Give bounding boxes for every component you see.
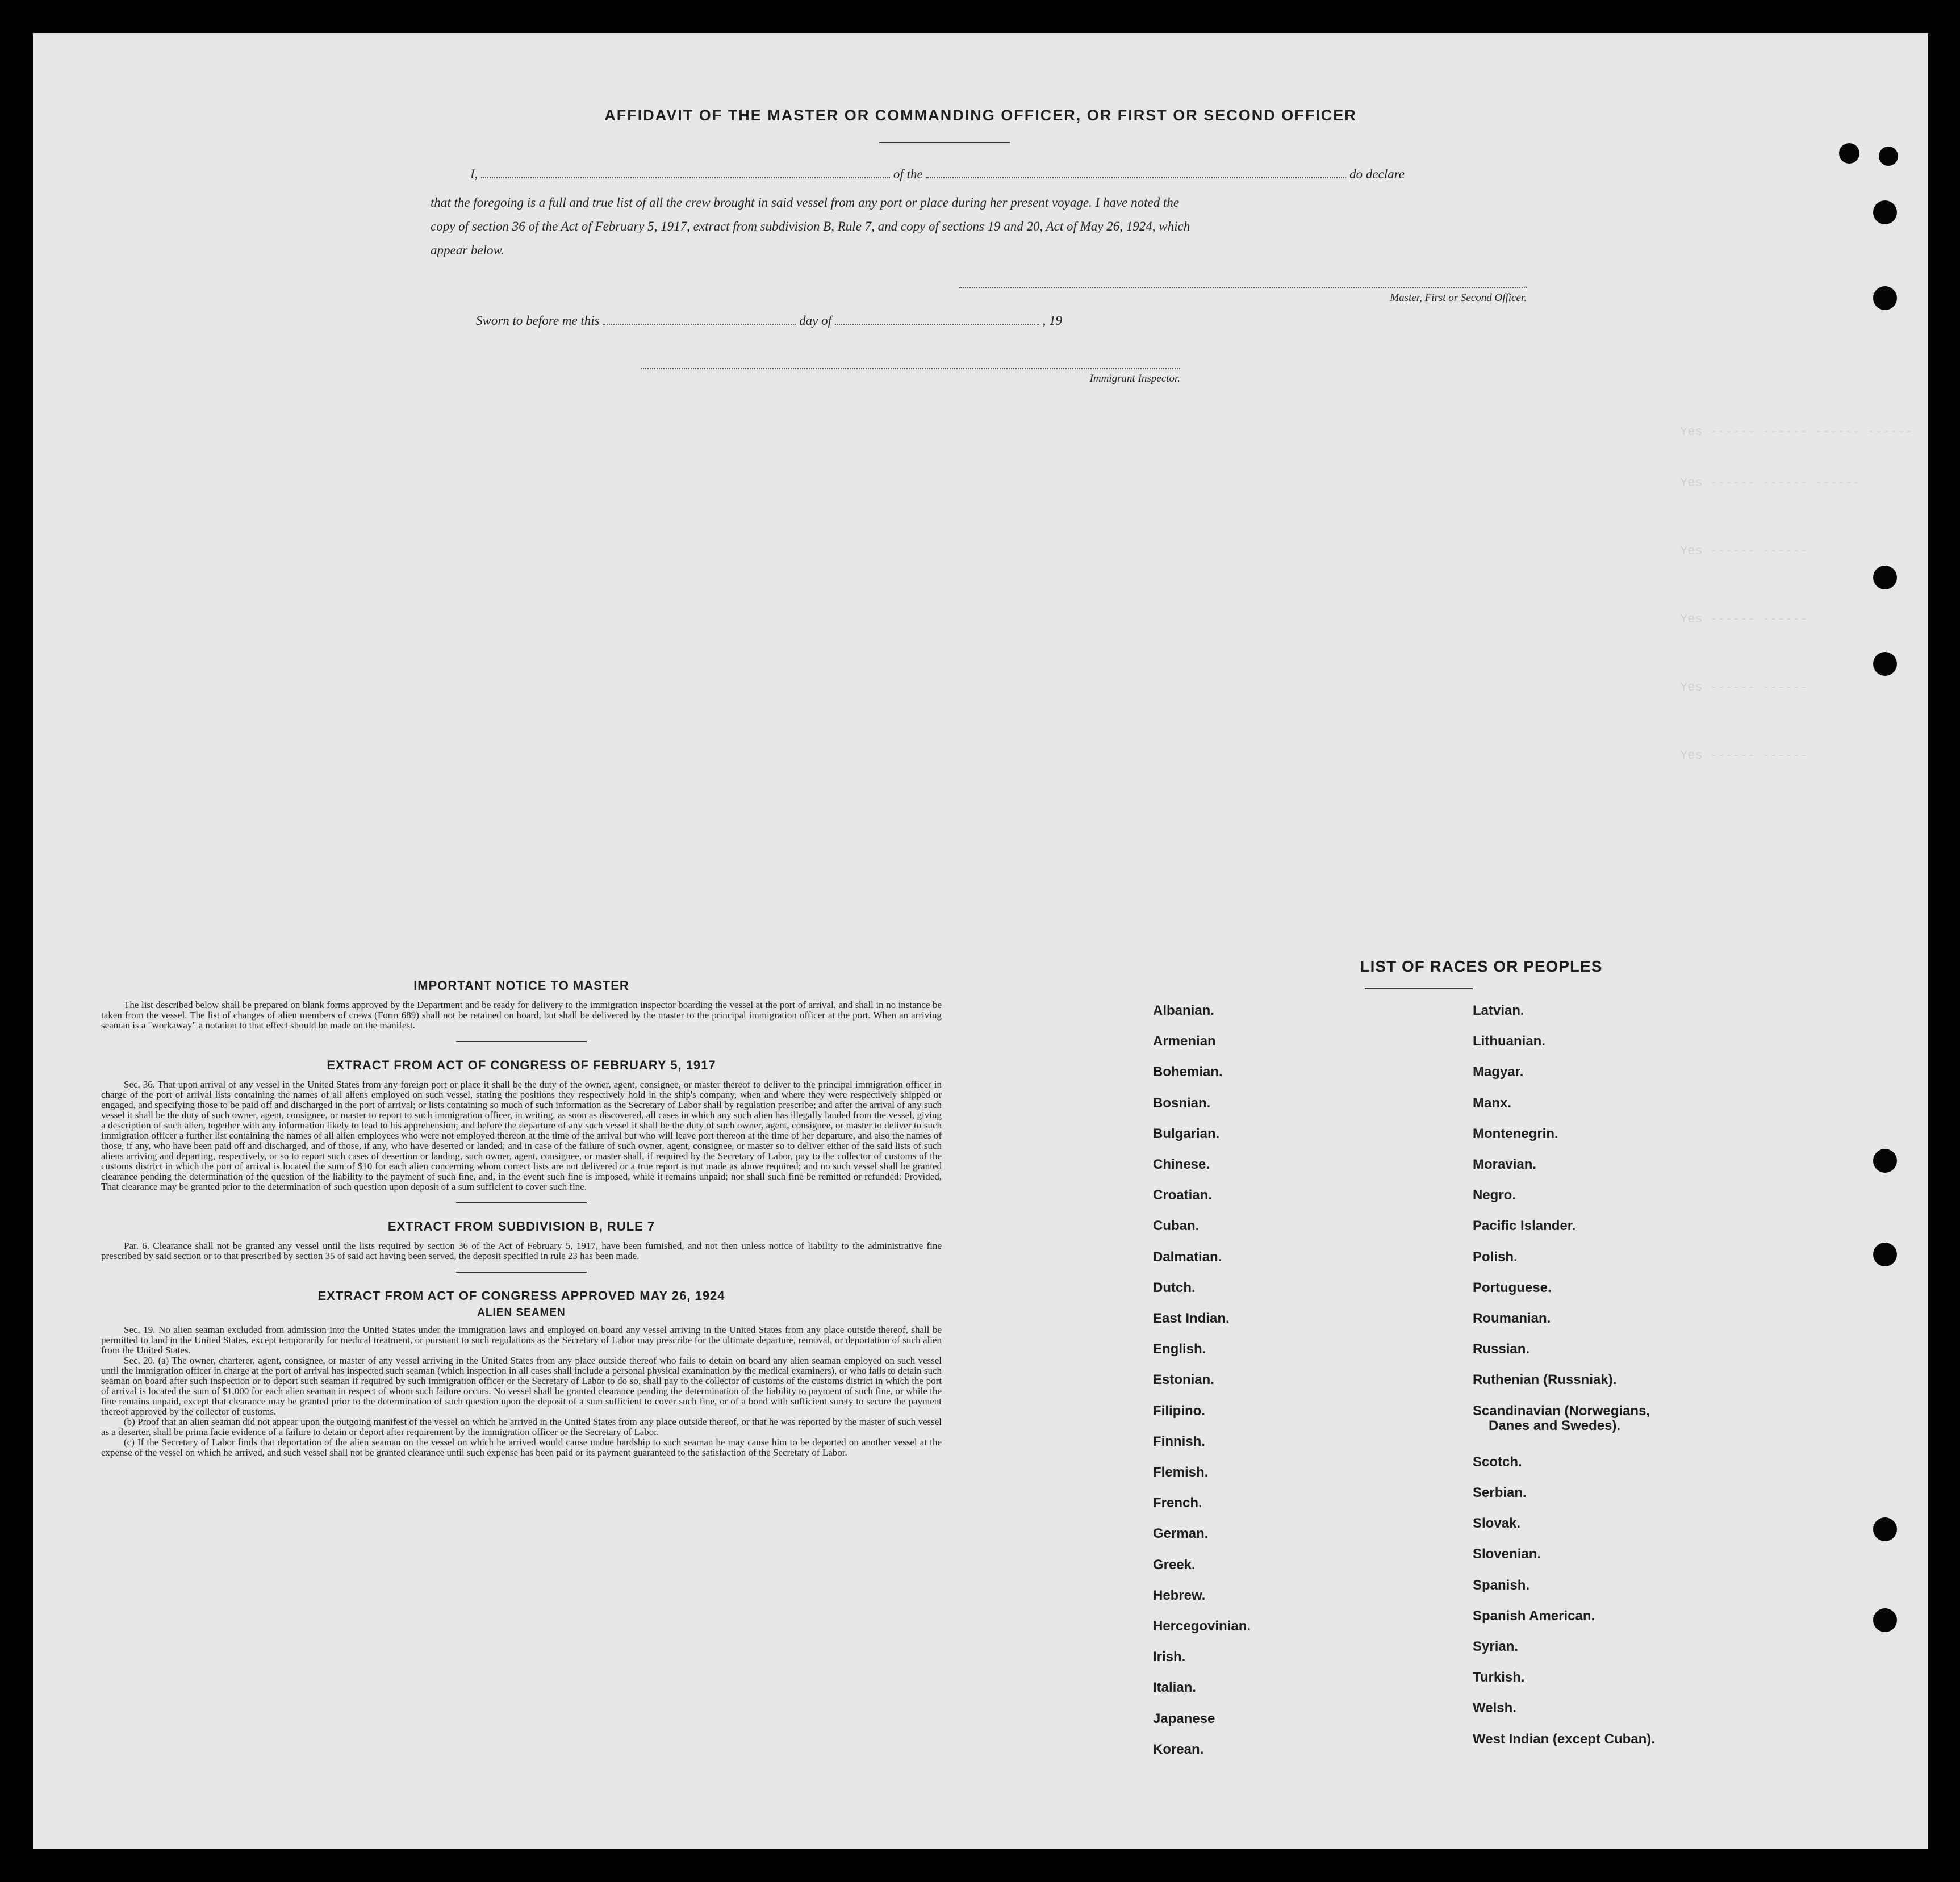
race-item: Ruthenian (Russniak). (1473, 1372, 1617, 1387)
race-item: English. (1153, 1341, 1206, 1357)
race-item: Albanian. (1153, 1003, 1215, 1018)
legal-column (101, 978, 942, 1458)
race-item: Polish. (1473, 1249, 1518, 1265)
race-item: German. (1153, 1526, 1209, 1541)
race-item: Montenegrin. (1473, 1126, 1558, 1141)
race-item: Dalmatian. (1153, 1249, 1222, 1265)
race-item: Moravian. (1473, 1157, 1537, 1172)
sec20b-text: (b) Proof that an alien seaman did not appear upon the outgoing manifest of the vessel on which he arrived in the United States from any place outside thereof, or that he was reported by the master of such vessel as a deserter, shall be prima facie evidence of a failure to detain or deport after requirement by the immigration officer or the Secretary of Labor. (101, 1416, 942, 1437)
race-item: Serbian. (1473, 1485, 1527, 1500)
i-label: I, (470, 167, 478, 181)
race-item: Slovenian. (1473, 1546, 1541, 1562)
race-item: Hercegovinian. (1153, 1618, 1251, 1634)
divider (456, 1202, 587, 1203)
race-item: Magyar. (1473, 1064, 1524, 1080)
race-item: Negro. (1473, 1187, 1516, 1203)
race-item: Bosnian. (1153, 1095, 1211, 1111)
affidavit-body-line-3: appear below. (431, 243, 504, 257)
race-item: Japanese (1153, 1711, 1215, 1726)
race-item: Italian. (1153, 1680, 1197, 1695)
punch-hole (1873, 1608, 1897, 1632)
race-item: Pacific Islander. (1473, 1218, 1576, 1233)
race-item: Irish. (1153, 1649, 1186, 1664)
race-item: Roumanian. (1473, 1311, 1551, 1326)
race-item: Manx. (1473, 1095, 1512, 1111)
punch-hole (1873, 1149, 1897, 1173)
race-item: Bulgarian. (1153, 1126, 1220, 1141)
of-the-label: of the (893, 167, 923, 181)
race-item: Slovak. (1473, 1516, 1521, 1531)
race-item: Finnish. (1153, 1434, 1205, 1449)
race-item: Hebrew. (1153, 1588, 1206, 1603)
race-item: French. (1153, 1495, 1202, 1511)
race-item: Greek. (1153, 1557, 1196, 1572)
race-item: Scotch. (1473, 1454, 1522, 1470)
notice-title: IMPORTANT NOTICE TO MASTER (413, 978, 629, 993)
race-item: Spanish. (1473, 1578, 1530, 1593)
punch-hole (1879, 147, 1898, 166)
extract-1924-subtitle: ALIEN SEAMEN (477, 1307, 566, 1319)
do-declare-label: do declare (1349, 167, 1405, 181)
race-item: Portuguese. (1473, 1280, 1552, 1295)
race-item: West Indian (except Cuban). (1473, 1732, 1655, 1747)
race-item: Armenian (1153, 1034, 1216, 1049)
punch-hole (1839, 143, 1859, 164)
year-prefix: , 19 (1042, 313, 1062, 328)
punch-hole (1873, 566, 1897, 589)
race-item: Danes and Swedes). (1489, 1418, 1621, 1433)
race-item: Lithuanian. (1473, 1034, 1545, 1049)
extract-1924-title: EXTRACT FROM ACT OF CONGRESS APPROVED MAY 26, 1924 (317, 1289, 725, 1303)
sworn-month-field[interactable] (835, 321, 1039, 325)
race-item: Syrian. (1473, 1639, 1519, 1654)
race-item: Russian. (1473, 1341, 1530, 1357)
race-item: Spanish American. (1473, 1608, 1595, 1624)
sworn-day-field[interactable] (603, 321, 796, 325)
race-item: Turkish. (1473, 1670, 1525, 1685)
extract-rule7-text: Par. 6. Clearance shall not be granted any vessel until the lists required by section 36 of the Act of February 5, 1917, have been furnished, and not then unless notice of liability to the administrative fine prescribed by said section or to that prescribed by section 35 of said act having been served, the deposit specified in rule 23 has been made. (101, 1240, 942, 1261)
inspector-signature-line[interactable] (641, 368, 1180, 369)
sworn-line (476, 313, 1062, 328)
races-divider (1365, 988, 1473, 989)
declarant-line (470, 167, 1405, 182)
title-divider (879, 142, 1010, 143)
race-item: Latvian. (1473, 1003, 1524, 1018)
punch-hole (1873, 652, 1897, 676)
punch-hole (1873, 1243, 1897, 1266)
day-of-label: day of (799, 313, 831, 328)
race-item: Flemish. (1153, 1465, 1209, 1480)
punch-hole (1873, 200, 1897, 224)
sec20c-text: (c) If the Secretary of Labor finds that deportation of the alien seaman on the vessel on which he arrived would cause undue hardship to such seaman he may cause him to be deported on another vessel at the expense of the vessel on which he arrived, and such vessel shall not be granted clearance until such expense has been paid or its payment guaranteed to the satisfaction of the Secretary of Labor. (101, 1437, 942, 1458)
race-item: Welsh. (1473, 1700, 1516, 1716)
affidavit-body-line-2: copy of section 36 of the Act of February 5, 1917, extract from subdivision B, Rule 7, and copy of sections 19 and 20, Act of May 26, 1924, which (431, 219, 1190, 233)
affidavit-body (431, 191, 1527, 262)
race-item: Chinese. (1153, 1157, 1210, 1172)
punch-hole (1873, 1517, 1897, 1541)
name-field[interactable] (481, 175, 890, 178)
signature-caption: Master, First or Second Officer. (1390, 292, 1527, 304)
extract-1917-title: EXTRACT FROM ACT OF CONGRESS OF FEBRUARY 5, 1917 (327, 1058, 716, 1072)
sworn-label: Sworn to before me this (476, 313, 600, 328)
document-page: Yes ------ ------ ------ ------ Yes ------ ------ ------ Yes ------ ------ Yes ------ ------ Yes ------ ------ Yes ------ ------ AFFIDAVIT OF THE MASTER OR COMMANDING OFFICER, OR FIRST OR SECOND OFFICER I, of the do declare that the foregoing is a full and true list of all the crew brought in said vessel from any port or place during her present voyage. I have noted the copy of section 36 of the Act of February 5, 1917, extract from subdivision B, Rule 7, and copy of sections 19 and 20, Act of May 26, 1924, which appear below. Master, First or Second Officer. Sworn to before me this day of , 19 Immigrant Inspector. IMPORTANT NOTICE TO MASTER The list described below shall be prepared on blank forms approved by the Department and be ready for delivery to the immigration inspector boarding the vessel at the port of arrival, and shall in no instance be taken from the vessel. The list of changes of alien members of crews (Form 689) shall not be retained on board, but shall be delivered by the master to the principal immigration officer at the port. When an arriving seaman is a "workaway" a notation to that effect should be made on the manifest. EXTRACT FROM ACT OF CONGRESS OF FEBRUARY 5, 1917 Sec. 36. That upon arrival of any vessel in the United States from any foreign port or place it shall be the duty of the owner, agent, consignee, or master thereof to deliver to the principal immigration officer in charge of the port of arrival lists containing the names of all aliens employed on such vessel, stating the positions they respectively hold in the ship's company, when and where they were respectively shipped or engaged, and specifying those to be paid off and discharged in the port of arrival; or lists containing so much of such information as the Secretary of Labor shall by regulation prescribe; and after the arrival of any such vessel it shall be the duty of such owner, agent, consignee, or master to report to such immigration officer, in writing, as soon as discovered, all cases in which any such alien has illegally landed from the vessel, giving a description of such alien, together with any information likely to lead to his apprehension; and before the departure of any such vessel it shall be the duty of such owner, agent, consignee, or master to deliver to such immigration officer a further list containing the names of all alien employees who were not employed thereon at the time of the arrival but who will leave port thereon at the time of her departure, and also the names of those, if any, who have been paid off and discharged, and of those, if any, who have deserted or landed; and in case of the failure of such owner, agent, consignee, or master so to deliver either of the said lists of such aliens arriving and departing, respectively, or so to report such cases of desertion or landing, such owner, agent, consignee, or master shall, if required by the Secretary of Labor, pay to the collector of customs of the customs district in which the port of arrival is located the sum of $10 for each alien concerning whom correct lists are not delivered or a true report is not made as above required; and no such vessel shall be granted clearance pending the determination of the question of the liability to the payment of such fine, and, in the event such fine is imposed, while it remains unpaid; nor shall such fine be remitted or refunded: Provided, That clearance may be granted prior to the determination of such question upon deposit of a sum sufficient to cover such fine. EXTRACT FROM SUBDIVISION B, RULE 7 Par. 6. Clearance shall not be granted any vessel until the lists required by section 36 of the Act of February 5, 1917, have been furnished, and not then unless notice of liability to the administrative fine prescribed by said section or to that prescribed by section 35 of said act having been served, the deposit specified in rule 23 has been made. EXTRACT FROM ACT OF CONGRESS APPROVED MAY 26, 1924 ALIEN SEAMEN Sec. 19. No alien seaman excluded from admission into the United States under the immigration laws and employed on board any vessel arriving in the United States from any place outside thereof, shall be permitted to land in the United States, except temporarily for medical treatment, or pursuant to such regulations as the Secretary of Labor may prescribe for the ultimate departure, removal, or deportation of such alien from the United States. Sec. 20. (a) The owner, charterer, agent, consignee, or master of any vessel arriving in the United States from any place outside thereof who fails to detain on board any alien seaman employed on such vessel until the immigration officer in charge at the port of arrival has inspected such seaman (which inspection in all cases shall include a personal physical examination by the medical examiners), or who fails to detain such seaman on board after such inspection or to deport such seaman if required by such immigration officer or the Secretary of Labor to do so, shall pay to the collector of customs of the customs district in which the port of arrival is located the sum of $1,000 for each alien seaman in respect of whom such failure occurs. No vessel shall be granted clearance pending the determination of the liability to payment of such fine, or while the fine remains unpaid, except that clearance may be granted prior to the determination of such question upon the deposit of a sum sufficient to cover such fine, or of a bond with sufficient surety to secure the payment thereof approved by the collector of customs. (b) Proof that an alien seaman did not appear upon the outgoing manifest of the vessel on which he arrived in the United States from any place outside thereof, or that he was reported by the master of such vessel as a deserter, shall be prima facie evidence of a failure to detain or deport after requirement by the immigration officer or the Secretary of Labor. (c) If the Secretary of Labor finds that deportation of the alien seaman on the vessel on which he arrived would cause undue hardship to such seaman he may cause him to be deported on another vessel at the expense of the vessel on which he arrived, and such vessel shall not be granted clearance until such expense has been paid or its payment guaranteed to the satisfaction of the Secretary of Labor. LIST OF RACES OR PEOPLES Albanian. Armenian Bohemian. Bosnian. Bulgarian. Chinese. Croatian. Cuban. Dalmatian. Dutch. East Indian. English. Estonian. Filipino. Finnish. Flemish. French. German. Greek. Hebrew. Hercegovinian. Irish. Italian. Japanese Korean. Latvian. Lithuanian. Magyar. Manx. Montenegrin. Moravian. Negro. Pacific Islander. Polish. Portuguese. Roumanian. Russian. Ruthenian (Russniak). Scandinavian (Norwegians, Danes and Swedes). Scotch. Serbian. Slovak. Slovenian. Spanish. Spanish American. Syrian. Turkish. Welsh. West Indian (except Cuban). (33, 33, 1928, 1849)
race-item: Filipino. (1153, 1403, 1205, 1419)
sec20a-text: Sec. 20. (a) The owner, charterer, agent, consignee, or master of any vessel arriving in the United States from any place outside thereof who fails to detain on board any alien seaman employed on such vessel until the immigration officer in charge at the port of arrival has inspected such seaman (which inspection in all cases shall include a personal physical examination by the medical examiners), or who fails to detain such seaman on board after such inspection or to deport such seaman if required by such immigration officer or the Secretary of Labor to do so, shall pay to the collector of customs of the customs district in which the port of arrival is located the sum of $1,000 for each alien seaman in respect of whom such failure occurs. No vessel shall be granted clearance pending the determination of the liability to payment of such fine, or while the fine remains unpaid, except that clearance may be granted prior to the determination of such question upon the deposit of a sum sufficient to cover such fine, or of a bond with sufficient surety to secure the payment thereof approved by the collector of customs. (101, 1355, 942, 1417)
race-item: Korean. (1153, 1742, 1204, 1757)
sec19-text: Sec. 19. No alien seaman excluded from admission into the United States under the immigration laws and employed on board any vessel arriving in the United States from any place outside thereof, shall be permitted to land in the United States, except temporarily for medical treatment, or pursuant to such regulations as the Secretary of Labor may prescribe for the ultimate departure, removal, or deportation of such alien from the United States. (101, 1324, 942, 1356)
notice-text: The list described below shall be prepared on blank forms approved by the Department and be ready for delivery to the immigration inspector boarding the vessel at the port of arrival, and shall in no instance be taken from the vessel. The list of changes of alien members of crews (Form 689) shall not be retained on board, but shall be delivered by the master to the principal immigration officer at the port. When an arriving seaman is a "workaway" a notation to that effect should be made on the manifest. (101, 999, 942, 1031)
race-item: Cuban. (1153, 1218, 1200, 1233)
race-item: Dutch. (1153, 1280, 1196, 1295)
race-item: East Indian. (1153, 1311, 1230, 1326)
signature-line[interactable] (959, 287, 1527, 288)
divider (456, 1272, 587, 1273)
race-item: Scandinavian (Norwegians, (1473, 1403, 1650, 1419)
extract-1917-text: Sec. 36. That upon arrival of any vessel in the United States from any foreign port or place it shall be the duty of the owner, agent, consignee, or master thereof to deliver to the principal immigration officer in charge of the port of arrival lists containing the names of all aliens employed on such vessel, stating the positions they respectively hold in the ship's company, when and where they were respectively shipped or engaged, and specifying those to be paid off and discharged in the port of arrival; or lists containing so much of such information as the Secretary of Labor shall by regulation prescribe; and after the arrival of any such vessel it shall be the duty of such owner, agent, consignee, or master to report to such immigration officer, in writing, as soon as discovered, all cases in which any such alien has illegally landed from the vessel, giving a description of such alien, together with any information likely to lead to his apprehension; and before the departure of any such vessel it shall be the duty of such owner, agent, consignee, or master to deliver to such immigration officer a further list containing the names of all alien employees who were not employed thereon at the time of the arrival but who will leave port thereon at the time of her departure, and also the names of those, if any, who have been paid off and discharged, and of those, if any, who have deserted or landed; and in case of the failure of such owner, agent, consignee, or master so to deliver either of the said lists of such aliens arriving and departing, respectively, or so to report such cases of desertion or landing, such owner, agent, consignee, or master shall, if required by the Secretary of Labor, pay to the collector of customs of the customs district in which the port of arrival is located the sum of $10 for each alien concerning whom correct lists are not delivered or a true report is not made as above required; and no such vessel shall be granted clearance pending the determination of the question of the liability to the payment of such fine, and, in the event such fine is imposed, while it remains unpaid; nor shall such fine be remitted or refunded: Provided, That clearance may be granted prior to the determination of such question upon deposit of a sum sufficient to cover such fine. (101, 1079, 942, 1192)
extract-rule7-title: EXTRACT FROM SUBDIVISION B, RULE 7 (387, 1219, 655, 1233)
punch-hole (1873, 286, 1897, 310)
race-item: Estonian. (1153, 1372, 1215, 1387)
races-title: LIST OF RACES OR PEOPLES (1360, 957, 1603, 975)
affidavit-title: AFFIDAVIT OF THE MASTER OR COMMANDING OFFICER, OR FIRST OR SECOND OFFICER (604, 107, 1357, 124)
inspector-caption: Immigrant Inspector. (1089, 373, 1180, 384)
divider (456, 1041, 587, 1042)
affidavit-body-line-1: that the foregoing is a full and true list of all the crew brought in said vessel from any port or place during her present voyage. I have noted the (431, 195, 1180, 210)
race-item: Croatian. (1153, 1187, 1213, 1203)
race-item: Bohemian. (1153, 1064, 1223, 1080)
vessel-field[interactable] (926, 175, 1346, 178)
